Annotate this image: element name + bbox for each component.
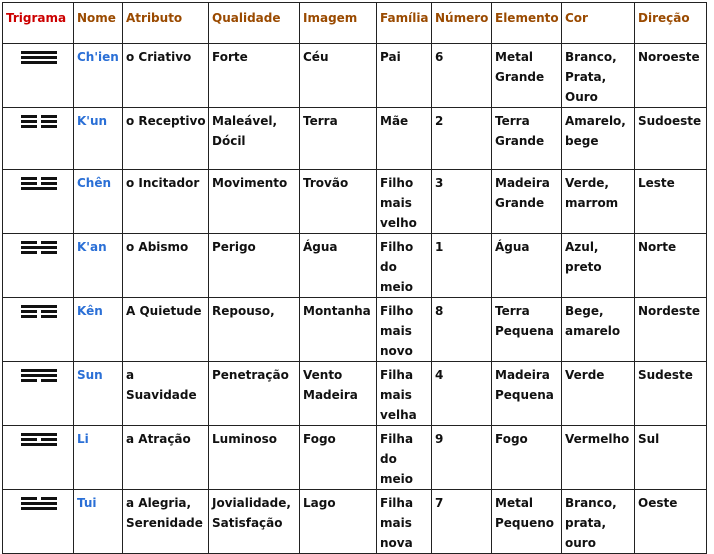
quality-cell: Repouso,	[209, 298, 300, 362]
color-cell: Vermelho	[562, 426, 635, 490]
trigram-table	[2, 2, 707, 554]
direction-cell: Sudeste	[635, 362, 707, 426]
direction-cell: Norte	[635, 234, 707, 298]
family-cell: Filha mais nova	[377, 490, 432, 554]
yin-line	[21, 241, 57, 244]
yang-line	[21, 61, 57, 64]
direction-cell: Sul	[635, 426, 707, 490]
number-cell: 8	[432, 298, 492, 362]
number-cell: 9	[432, 426, 492, 490]
name-cell: Chên	[74, 170, 123, 234]
trigram-cell	[3, 234, 74, 298]
direction-cell: Oeste	[635, 490, 707, 554]
header-familia: Família	[377, 3, 432, 44]
number-cell: 7	[432, 490, 492, 554]
number-cell: 4	[432, 362, 492, 426]
yang-line	[21, 246, 57, 249]
yang-line	[21, 374, 57, 377]
family-cell: Filho mais novo	[377, 298, 432, 362]
yin-line	[21, 125, 57, 128]
quality-cell: Penetração	[209, 362, 300, 426]
trigram-icon	[6, 429, 71, 446]
family-cell: Filho do meio	[377, 234, 432, 298]
element-cell: Madeira Pequena	[492, 362, 562, 426]
family-cell: Pai	[377, 44, 432, 108]
number-cell: 2	[432, 108, 492, 170]
yin-line	[21, 438, 57, 441]
image-cell: Fogo	[300, 426, 377, 490]
yang-line	[21, 443, 57, 446]
name-cell: Sun	[74, 362, 123, 426]
table-row	[3, 298, 707, 362]
header-cor: Cor	[562, 3, 635, 44]
direction-cell: Sudoeste	[635, 108, 707, 170]
family-cell: Filha mais velha	[377, 362, 432, 426]
trigram-cell	[3, 298, 74, 362]
yin-line	[21, 115, 57, 118]
color-cell: Bege, amarelo	[562, 298, 635, 362]
yin-line	[21, 315, 57, 318]
number-cell: 1	[432, 234, 492, 298]
name-cell: K'an	[74, 234, 123, 298]
yang-line	[21, 305, 57, 308]
color-cell: Verde, marrom	[562, 170, 635, 234]
direction-cell: Nordeste	[635, 298, 707, 362]
yang-line	[21, 51, 57, 54]
number-cell: 3	[432, 170, 492, 234]
table-row	[3, 44, 707, 108]
header-imagem: Imagem	[300, 3, 377, 44]
trigram-icon	[6, 173, 71, 190]
yin-line	[21, 120, 57, 123]
color-cell: Amarelo, bege	[562, 108, 635, 170]
image-cell: Montanha	[300, 298, 377, 362]
header-atributo: Atributo	[123, 3, 209, 44]
yin-line	[21, 310, 57, 313]
table-row	[3, 108, 707, 170]
yang-line	[21, 369, 57, 372]
yin-line	[21, 497, 57, 500]
table-row	[3, 234, 707, 298]
image-cell: Vento Madeira	[300, 362, 377, 426]
color-cell: Azul, preto	[562, 234, 635, 298]
trigram-cell	[3, 44, 74, 108]
yang-line	[21, 433, 57, 436]
direction-cell: Noroeste	[635, 44, 707, 108]
family-cell: Filha do meio	[377, 426, 432, 490]
name-cell: K'un	[74, 108, 123, 170]
color-cell: Verde	[562, 362, 635, 426]
element-cell: Metal Pequeno	[492, 490, 562, 554]
image-cell: Céu	[300, 44, 377, 108]
trigram-icon	[6, 237, 71, 254]
quality-cell: Maleável, Dócil	[209, 108, 300, 170]
attribute-cell: A Quietude	[123, 298, 209, 362]
yang-line	[21, 502, 57, 505]
attribute-cell: o Criativo	[123, 44, 209, 108]
element-cell: Metal Grande	[492, 44, 562, 108]
yang-line	[21, 56, 57, 59]
element-cell: Terra Pequena	[492, 298, 562, 362]
quality-cell: Jovialidade, Satisfação	[209, 490, 300, 554]
number-cell: 6	[432, 44, 492, 108]
quality-cell: Perigo	[209, 234, 300, 298]
trigram-cell	[3, 108, 74, 170]
header-direcao: Direção	[635, 3, 707, 44]
attribute-cell: o Receptivo	[123, 108, 209, 170]
color-cell: Branco, Prata, Ouro	[562, 44, 635, 108]
image-cell: Terra	[300, 108, 377, 170]
quality-cell: Movimento	[209, 170, 300, 234]
table-row	[3, 426, 707, 490]
family-cell: Mãe	[377, 108, 432, 170]
attribute-cell: a Suavidade	[123, 362, 209, 426]
attribute-cell: o Abismo	[123, 234, 209, 298]
yin-line	[21, 251, 57, 254]
yang-line	[21, 507, 57, 510]
trigram-icon	[6, 301, 71, 318]
table-row	[3, 170, 707, 234]
element-cell: Fogo	[492, 426, 562, 490]
attribute-cell: a Atração	[123, 426, 209, 490]
trigram-cell	[3, 170, 74, 234]
trigram-icon	[6, 493, 71, 510]
family-cell: Filho mais velho	[377, 170, 432, 234]
name-cell: Li	[74, 426, 123, 490]
element-cell: Água	[492, 234, 562, 298]
name-cell: Kên	[74, 298, 123, 362]
name-cell: Ch'ien	[74, 44, 123, 108]
quality-cell: Forte	[209, 44, 300, 108]
trigram-icon	[6, 47, 71, 64]
header-numero: Número	[432, 3, 492, 44]
element-cell: Terra Grande	[492, 108, 562, 170]
element-cell: Madeira Grande	[492, 170, 562, 234]
image-cell: Água	[300, 234, 377, 298]
header-qualidade: Qualidade	[209, 3, 300, 44]
name-cell: Tui	[74, 490, 123, 554]
yin-line	[21, 182, 57, 185]
header-trigrama: Trigrama	[3, 3, 74, 44]
header-elemento: Elemento	[492, 3, 562, 44]
trigram-cell	[3, 426, 74, 490]
table-row	[3, 362, 707, 426]
header-nome: Nome	[74, 3, 123, 44]
trigram-icon	[6, 111, 71, 128]
header-row	[3, 3, 707, 44]
image-cell: Trovão	[300, 170, 377, 234]
quality-cell: Luminoso	[209, 426, 300, 490]
attribute-cell: o Incitador	[123, 170, 209, 234]
trigram-cell	[3, 362, 74, 426]
yin-line	[21, 177, 57, 180]
image-cell: Lago	[300, 490, 377, 554]
direction-cell: Leste	[635, 170, 707, 234]
yin-line	[21, 379, 57, 382]
yang-line	[21, 187, 57, 190]
trigram-icon	[6, 365, 71, 382]
attribute-cell: a Alegria, Serenidade	[123, 490, 209, 554]
color-cell: Branco, prata, ouro	[562, 490, 635, 554]
